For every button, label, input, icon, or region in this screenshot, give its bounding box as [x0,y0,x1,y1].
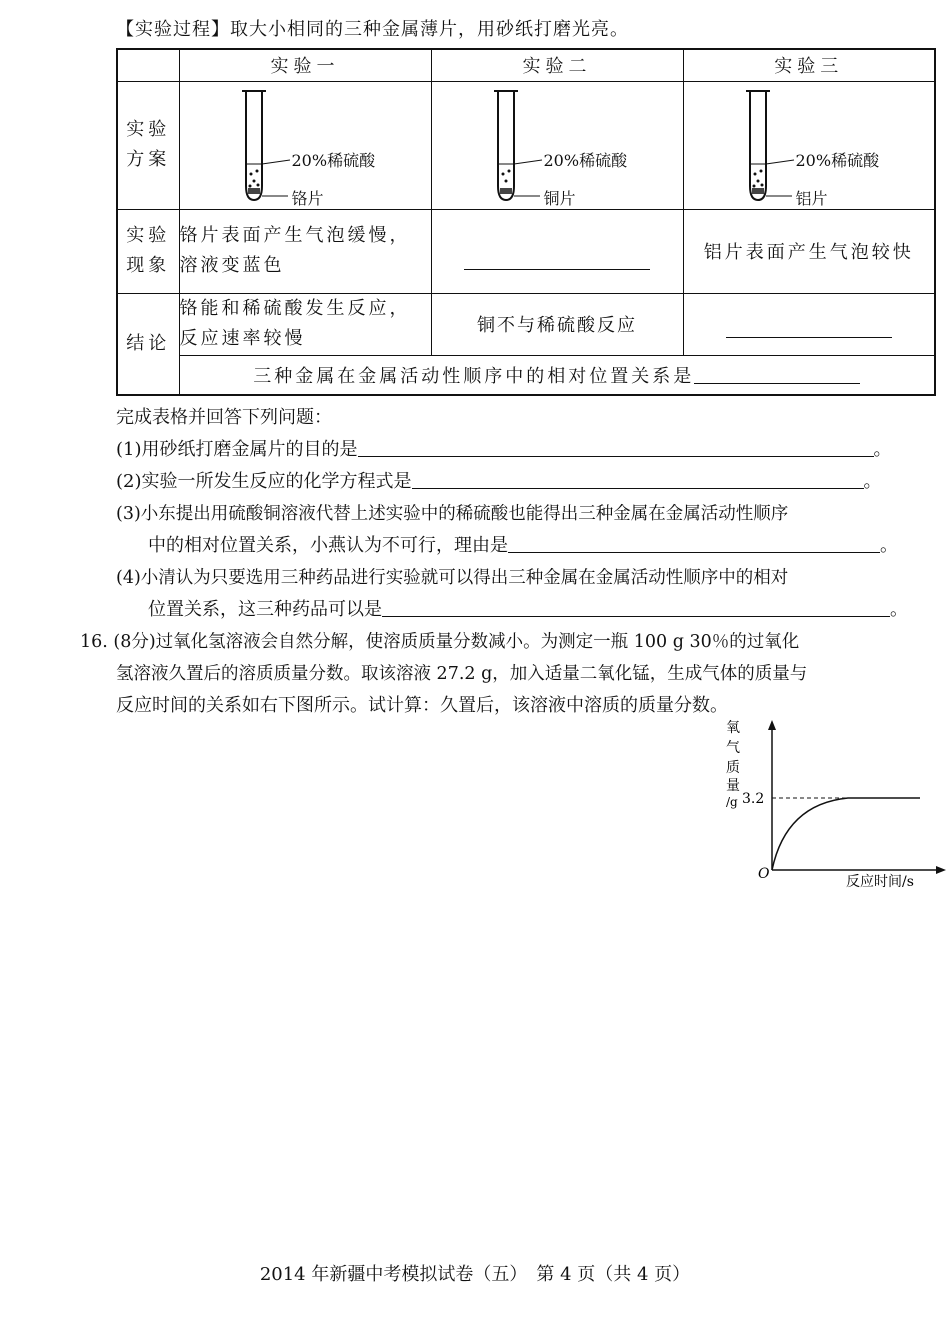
conclusion-exp2: 铜不与稀硫酸反应 [431,293,683,355]
chart-svg [720,718,950,898]
metal-label: 铝片 [795,188,828,208]
question-3-line2: 中的相对位置关系，小燕认为不可行，理由是 。 [148,535,898,556]
conclusion-exp3 [683,293,935,355]
row-label-phenomenon: 实验 现象 [117,209,179,293]
acid-label: 20%稀硫酸 [291,150,376,170]
metal-label: 铬片 [291,188,324,208]
y-axis-label-char: 质 [726,760,740,776]
header-exp1: 实验一 [179,49,431,81]
y-axis-label-char: 氧 [726,720,740,736]
origin-label: O [758,866,770,882]
answer-blank[interactable] [382,598,890,617]
question-4-line2: 位置关系，这三种药品可以是 。 [148,599,908,620]
y-axis-label [726,720,740,809]
acid-label: 20%稀硫酸 [543,150,628,170]
question-3-line1: (3)小东提出用硫酸铜溶液代替上述实验中的稀硫酸也能得出三种金属在金属活动性顺序 [116,504,789,524]
series-curve [772,798,920,870]
summary-row: 三种金属在金属活动性顺序中的相对位置关系是 [179,355,935,395]
phenomenon-exp3: 铝片表面产生气泡较快 [683,209,935,293]
test-tube-icon [742,88,922,206]
header-exp3: 实验三 [683,49,935,81]
header-exp2: 实验二 [431,49,683,81]
oxygen-mass-chart [720,718,950,898]
phenomenon-exp2 [431,209,683,293]
table-corner [117,49,179,81]
y-axis-label-char: 量 [726,778,740,794]
problem16-line3: 反应时间的关系如右下图所示。试计算：久置后，该溶液中溶质的质量分数。 [116,695,728,716]
phenomenon-exp1: 铬片表面产生气泡缓慢， 溶液变蓝色 [179,209,431,293]
conclusion-exp1: 铬能和稀硫酸发生反应， 反应速率较慢 [179,293,431,355]
plan-exp3 [683,81,935,209]
x-axis-arrow-icon [936,866,946,874]
plan-exp1 [179,81,431,209]
y-marker-label: 3.2 [742,791,765,807]
row-label-conclusion: 结论 [117,293,179,395]
question-4-line1: (4)小清认为只要选用三种药品进行实验就可以得出三种金属在金属活动性顺序中的相对 [116,568,789,588]
test-tube-icon [490,88,670,206]
page-footer: 2014 年新疆中考模拟试卷（五） 第 4 页（共 4 页） [259,1264,691,1285]
acid-label: 20%稀硫酸 [795,150,880,170]
test-tube-icon [238,88,418,206]
intro-text: 【实验过程】取大小相同的三种金属薄片，用砂纸打磨光亮。 [116,19,629,40]
questions-prompt: 完成表格并回答下列问题： [116,407,332,428]
problem16-line2: 氢溶液久置后的溶质质量分数。取该溶液 27.2 g，加入适量二氧化锰，生成气体的质量与 [116,664,808,684]
experiment-table [116,48,936,396]
answer-blank[interactable] [412,470,864,489]
metal-label: 铜片 [543,188,576,208]
answer-blank[interactable] [508,534,880,553]
question-1: (1)用砂纸打磨金属片的目的是 。 [116,439,892,460]
y-axis-arrow-icon [768,720,776,730]
answer-blank[interactable] [464,251,650,270]
y-axis-label-char: 气 [726,740,740,756]
problem16-line1: 16. (8分)过氧化氢溶液会自然分解，使溶质质量分数减小。为测定一瓶 100 g 30％的过氧化 [80,632,800,652]
y-axis-label-char: /g [726,795,738,809]
plan-exp2 [431,81,683,209]
x-axis-label: 反应时间/s [846,874,914,890]
answer-blank[interactable] [358,438,874,457]
answer-blank[interactable] [726,319,892,338]
answer-blank[interactable] [694,365,860,384]
question-2: (2)实验一所发生反应的化学方程式是 。 [116,471,882,492]
row-label-plan: 实验 方案 [117,81,179,209]
